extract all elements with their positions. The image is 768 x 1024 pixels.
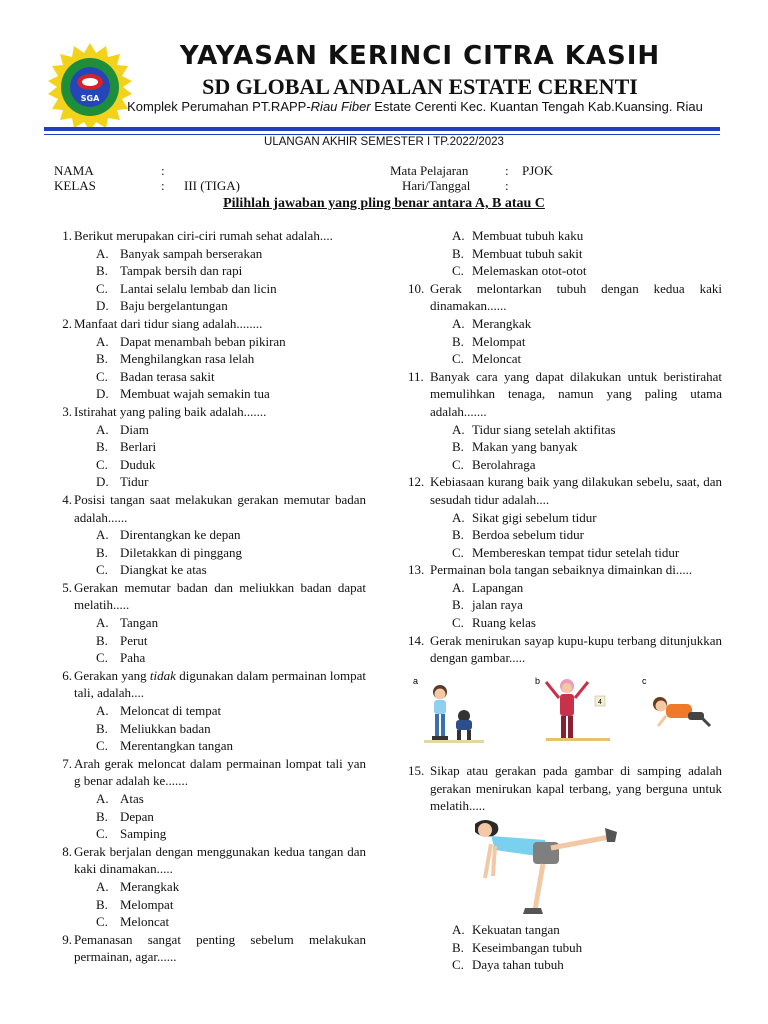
school-logo-icon: [42, 42, 138, 132]
mapel-label: Mata Pelajaran: [390, 163, 469, 178]
option: C. Meloncat: [96, 914, 170, 930]
option: B. Berlari: [96, 439, 157, 455]
option: B. Melompat: [452, 333, 526, 349]
question-14: 14. Gerak menirukan sayap kupu-kupu terbang ditunjukkan dengan gambar.....: [408, 632, 722, 666]
figure-number: 4: [598, 699, 602, 706]
questions-left-column: [52, 227, 366, 966]
mapel-colon: :: [505, 163, 509, 178]
question-7: 7. Arah gerak meloncat dalam permainan lompat tali yan g benar adalah ke.......: [62, 755, 366, 789]
option: C. Merentangkan tangan: [96, 738, 233, 754]
option: A. Lapangan: [452, 579, 524, 595]
question-3: 3. Istirahat yang paling baik adalah.......: [62, 403, 267, 419]
option: C. Daya tahan tubuh: [452, 957, 564, 973]
exam-title: ULANGAN AKHIR SEMESTER I TP.2022/2023: [264, 136, 504, 148]
option: B. Tampak bersih dan rapi: [96, 263, 243, 279]
option: C. Membereskan tempat tidur setelah tidur: [452, 544, 680, 560]
option: C. Badan terasa sakit: [96, 368, 215, 384]
question-15-options: [408, 921, 722, 974]
option: A. Meloncat di tempat: [96, 703, 222, 719]
hari-colon: :: [505, 178, 509, 193]
option: C. Diangkat ke atas: [96, 562, 207, 578]
option: B. Makan yang banyak: [452, 439, 578, 455]
option: A. Sikat gigi sebelum tidur: [452, 509, 597, 525]
airplane-pose-figure-icon: [455, 814, 625, 918]
question-4: 4. Posisi tangan saat melakukan gerakan memutar badan adalah......: [62, 491, 366, 525]
option: A. Tidur siang setelah aktifitas: [452, 421, 616, 437]
question-5: 5. Gerakan memutar badan dan meliukkan badan dapat melatih.....: [62, 579, 366, 613]
letterhead: [0, 0, 768, 150]
option: C. Samping: [96, 826, 167, 842]
question-8: 8. Gerak berjalan dengan menggunakan kedua tangan dan kaki dinamakan.....: [62, 843, 366, 877]
option: B. Menghilangkan rasa lelah: [96, 351, 255, 367]
figure-a-children-icon: [424, 685, 484, 743]
nama-colon: :: [161, 163, 165, 178]
option: B. Membuat tubuh sakit: [452, 245, 583, 261]
option: B. Keseimbangan tubuh: [452, 939, 583, 955]
school-name: SD GLOBAL ANDALAN ESTATE CERENTI: [202, 74, 638, 99]
option: A. Direntangkan ke depan: [96, 527, 241, 543]
option: B. Berdoa sebelum tidur: [452, 527, 584, 543]
option: C. Paha: [96, 650, 146, 666]
option: A. Merangkak: [452, 315, 532, 331]
mapel-value: PJOK: [522, 163, 554, 178]
option: B. Meliukkan badan: [96, 720, 211, 736]
option: C. Berolahraga: [452, 456, 536, 472]
option: B. Melompat: [96, 896, 174, 912]
kelas-label: KELAS: [54, 178, 96, 193]
option: A. Atas: [96, 791, 144, 806]
option: C. Duduk: [96, 456, 156, 472]
option: B. Depan: [96, 808, 154, 824]
question-15: 15. Sikap atau gerakan pada gambar di samping adalah gerakan menirukan kapal terbang, yang berguna untuk melatih.....: [408, 763, 722, 814]
question-13: 13. Permainan bola tangan sebaiknya dimainkan di.....: [408, 562, 693, 578]
question-11: 11. Banyak cara yang dapat dilakukan untuk beristirahat memulihkan tenaga, namun yang paling utama adalah.......: [408, 368, 722, 419]
option: C. Melemaskan otot-otot: [452, 263, 587, 279]
figure-c-crawling-boy-icon: [653, 697, 710, 726]
option: A. Diam: [96, 421, 149, 437]
figure-b-girl-icon: [546, 679, 610, 741]
option: C. Meloncat: [452, 351, 522, 367]
question-1: 1. Berikut merupakan ciri-ciri rumah sehat adalah....: [62, 228, 333, 243]
figure-label-c: c: [642, 676, 647, 686]
kelas-colon: :: [161, 178, 165, 193]
option: D. Baju bergelantungan: [96, 298, 228, 314]
foundation-name: YAYASAN KERINCI CITRA KASIH: [179, 41, 661, 71]
figure-label-b: b: [535, 676, 541, 686]
nama-label: NAMA: [54, 163, 94, 178]
figure-label-a: a: [413, 676, 419, 686]
option: A. Kekuatan tangan: [452, 922, 560, 937]
question-14-figures: [410, 672, 722, 752]
option: C. Ruang kelas: [452, 615, 536, 631]
option: D. Tidur: [96, 474, 149, 490]
option: A. Banyak sampah berserakan: [96, 245, 263, 261]
instruction: Pilihlah jawaban yang pling benar antara A, B atau C: [223, 196, 545, 211]
header-divider: [44, 127, 720, 131]
option: C. Lantai selalu lembab dan licin: [96, 280, 277, 296]
kelas-value: III (TIGA): [184, 178, 240, 193]
question-12: 12. Kebiasaan kurang baik yang dilakukan sebelu, saat, dan sesudah tidur adalah....: [408, 474, 722, 507]
logo-abbr: SGA: [80, 94, 100, 103]
option: B. jalan raya: [452, 597, 523, 613]
option: B. Perut: [96, 632, 148, 648]
option: B. Diletakkan di pinggang: [96, 544, 243, 560]
question-15-block: [408, 762, 722, 815]
option: A. Merangkak: [96, 878, 180, 894]
school-address: Komplek Perumahan PT.RAPP-Riau Fiber Estate Cerenti Kec. Kuantan Tengah Kab.Kuansing. Riau: [127, 99, 703, 114]
hari-label: Hari/Tanggal: [402, 178, 471, 193]
option: A. Dapat menambah beban pikiran: [96, 333, 286, 349]
questions-right-column: [408, 227, 722, 667]
question-2: 2. Manfaat dari tidur siang adalah........: [62, 315, 263, 331]
option: D. Membuat wajah semakin tua: [96, 386, 270, 402]
option: A. Membuat tubuh kaku: [452, 228, 584, 243]
question-6: 6. Gerakan yang tidak digunakan dalam permainan lompat tali, adalah....: [62, 667, 366, 701]
question-10: 10. Gerak melontarkan tubuh dengan kedua kaki dinamakan......: [408, 280, 722, 314]
question-9: 9. Pemanasan sangat penting sebelum melakukan permainan, agar......: [62, 931, 366, 965]
option: A. Tangan: [96, 615, 159, 631]
